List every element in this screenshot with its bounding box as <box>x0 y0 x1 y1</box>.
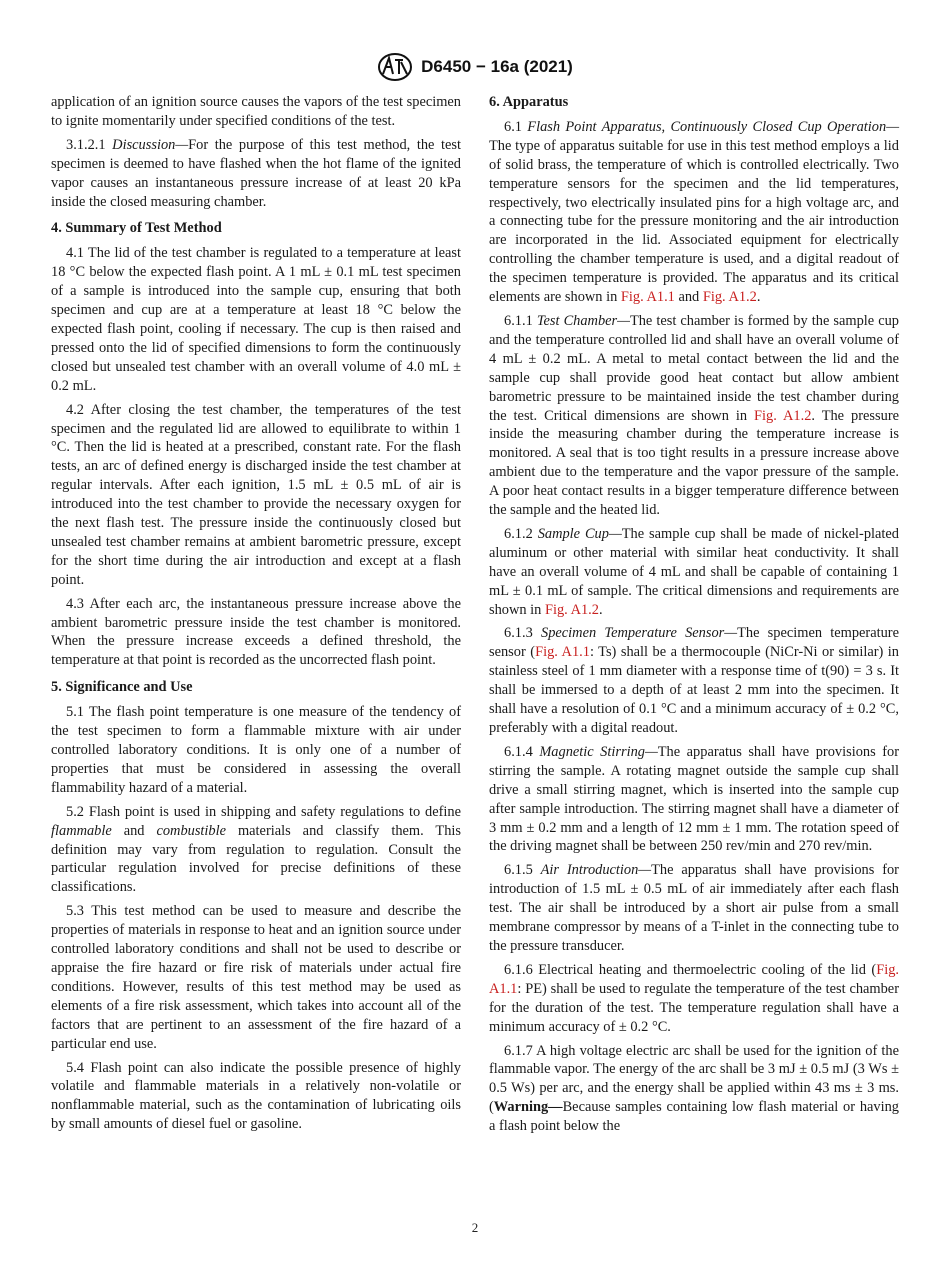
paragraph-definition-tail: application of an ignition source causes the vapors of the test specimen to ignite momentarily under specified conditions of the test. <box>51 94 461 129</box>
figure-link-a1-2[interactable]: Fig. A1.2 <box>754 407 812 424</box>
clause-text: The test chamber is formed by the sample cup and the temperature controlled lid and shall have an overall volume of 4 mL ± 0.2 mL. A metal to metal contact between the lid and the sample cup shall provide good heat contact but allow ambient barometric pressure to be maintained inside the test chamber during the test. Critical dimensions are shown in <box>489 312 899 424</box>
clause-text: . The pressure inside the measuring chamber during the temperature increase is monitored. A seal that is too tight results in a pressure increase above ambient due to the temperature and the vapor pressure of the sample. A poor heat contact results in a bigger temperature difference between the sample and the heated lid. <box>489 407 899 519</box>
clause-title: Discussion— <box>112 136 189 153</box>
clause-number: 6.1.2 <box>504 525 533 542</box>
clause-text: : Ts) shall be a thermocouple (NiCr-Ni or similar) in stainless steel of 1 mm diameter with a response time of t(90) = 3 s. It shall be immersed to a depth of at least 2 mm into the specimen. It shall have a resolution of 0.1 °C and a minimum accuracy of ± 0.2 °C, preferably with a digital readout. <box>489 644 899 736</box>
clause-title: Magnetic Stirring— <box>539 743 658 760</box>
astm-logo-icon <box>377 52 413 82</box>
emphasis-flammable: flammable <box>51 822 112 839</box>
clause-text: The type of apparatus suitable for use in this test method employs a lid of solid brass, the temperature of which is controlled electrically. Two temperature sensors for the specimen and the lid temperatures, respectively, two electrically insulated pins for a high voltage arc, and a connecting tube for the pressure monitoring and the air introduction are incorporated in the lid. Associated equipment for electrically controlling the chamber temperature is used, and a digital readout of the specimen temperature is provided. The apparatus and its critical elements are shown in <box>489 137 899 306</box>
text-run: and <box>111 822 157 839</box>
text-run: 5.2 Flash point is used in shipping and safety regulations to define <box>66 803 461 820</box>
left-column <box>51 93 461 1139</box>
clause-text: : PE) shall be used to regulate the temperature of the test chamber for the duration of the test. The temperature regulation shall have a minimum accuracy of ± 0.2 °C. <box>489 980 899 1035</box>
figure-link-a1-1[interactable]: Fig. A1.1 <box>489 961 899 997</box>
page-header <box>0 52 950 87</box>
clause-number: 6.1.4 <box>504 743 533 760</box>
paragraph-4-2: 4.2 After closing the test chamber, the temperatures of the test specimen and the regulated lid are allowed to equilibrate to within 1 °C. Then the lid is heated at a prescribed, constant rate. For the flash tests, an arc of defined energy is discharged inside the test chamber at regular intervals. After each ignition, 1.5 mL ± 0.5 mL of air is introduced into the test chamber to provide the necessary oxygen for the next flash test. The pressure inside the continuously closed but unsealed test chamber remains at ambient barometric pressure, except for the short time during the air introduction and except at a flash point. <box>51 401 461 588</box>
paragraph-6-1 <box>489 118 899 307</box>
figure-link-a1-1[interactable]: Fig. A1.1 <box>535 644 590 661</box>
text-run: . <box>598 601 603 618</box>
clause-text: The sample cup shall be made of nickel-plated aluminum or other material with similar heat conductivity. It shall have an overall volume of 4 mL and shall be capable of containing 1 mL ± 0.1 mL of sample. The critical dimensions and requirements are shown in <box>489 525 900 618</box>
paragraph-6-1-7 <box>489 1042 899 1137</box>
section-4-heading: 4. Summary of Test Method <box>51 220 222 237</box>
figure-link-a1-1[interactable]: Fig. A1.1 <box>620 289 675 306</box>
clause-title: Air Introduction— <box>540 862 652 879</box>
paragraph-6-1-3 <box>489 624 899 737</box>
clause-number: 3.1.2.1 <box>66 136 106 153</box>
page-number: 2 <box>471 1220 479 1235</box>
clause-text: The apparatus shall have provisions for introduction of 1.5 mL ± 0.5 mL of air immediately after each flash test. The air shall be introduced by a short air pulse from a small membrane compressor by means of a T-inlet in the connecting tube to the pressure transducer. <box>489 862 899 954</box>
paragraph-5-3: 5.3 This test method can be used to measure and describe the properties of materials in response to heat and an ignition source under controlled laboratory conditions and shall not be used to describe or appraise the fire hazard or fire risk of materials under actual fire conditions. However, results of this test method may be used as elements of a fire risk assessment, which takes into account all of the factors that are pertinent to an assessment of the fire hazard of a particular end use. <box>51 903 461 1052</box>
paragraph-5-4: 5.4 Flash point can also indicate the possible presence of highly volatile and flammable materials in a relatively non-volatile or nonflammable material, such as the contamination of lubricating oils by small amounts of diesel fuel or gasoline. <box>51 1059 461 1133</box>
right-column <box>489 93 899 1141</box>
clause-text: Because samples containing low flash material or having a flash point below the <box>489 1099 899 1135</box>
clause-text: For the purpose of this test method, the test specimen is deemed to have flashed when the hot flame of the ignited vapor causes an instantaneous pressure increase of at least 20 kPa inside the closed measuring chamber. <box>51 136 461 210</box>
clause-title: Sample Cup— <box>537 525 622 542</box>
text-run: . <box>756 289 761 306</box>
clause-text: 6.1.7 A high voltage electric arc shall be used for the ignition of the flammable vapor. The energy of the arc shall be 3 mJ ± 0.5 mJ (3 Ws ± 0.5 Ws) per arc, and the energy shall be applied within 43 ms ± 3 ms. ( <box>489 1042 899 1116</box>
paragraph-4-1: 4.1 The lid of the test chamber is regulated to a temperature at least 18 °C below the expected flash point. A 1 mL ± 0.1 mL test specimen of a sample is introduced into the sample cup, ensuring that both specimen and cup are at a temperature at least 18 °C below the expected flash point, cooling if necessary. The cup is then raised and pressed onto the lid of specified dimensions to form the continuously closed but unsealed test chamber with an overall volume of 4.0 mL ± 0.2 mL. <box>51 245 461 394</box>
figure-link-a1-2[interactable]: Fig. A1.2 <box>702 289 757 306</box>
clause-number: 6.1.5 <box>504 862 533 879</box>
clause-number: 6.1.3 <box>504 625 533 642</box>
clause-number: 6.1.1 <box>504 312 533 329</box>
clause-title: Specimen Temperature Sensor— <box>541 625 738 642</box>
paragraph-3-1-2-1 <box>51 136 461 212</box>
clause-text: The specimen temperature sensor ( <box>489 625 899 661</box>
emphasis-combustible: combustible <box>156 822 227 839</box>
clause-title: Test Chamber— <box>536 312 630 329</box>
section-6-heading: 6. Apparatus <box>489 94 569 110</box>
text-run: and <box>674 289 703 306</box>
clause-title: Flash Point Apparatus, Continuously Closed Cup Operation— <box>527 118 899 135</box>
paragraph-6-1-1 <box>489 312 899 520</box>
paragraph-5-2 <box>51 803 461 898</box>
clause-number: 6.1 <box>504 118 522 135</box>
text-run: materials and classify them. This definition may vary from regulation to regulation. Consult the particular regulation involved for precise definitions of these classifications. <box>51 822 461 896</box>
paragraph-6-1-6 <box>489 961 899 1037</box>
paragraph-5-1: 5.1 The flash point temperature is one measure of the tendency of the test specimen to form a flammable mixture with air under controlled laboratory conditions. It is only one of a number of properties that must be considered in assessing the overall flammability hazard of a material. <box>51 704 461 796</box>
figure-link-a1-2[interactable]: Fig. A1.2 <box>544 601 599 618</box>
paragraph-4-3: 4.3 After each arc, the instantaneous pressure increase above the ambient barometric pressure inside the test chamber is monitored. When the pressure increase exceeds a defined threshold, the temperature at that point is recorded as the uncorrected flash point. <box>51 595 461 669</box>
standard-designation: D6450 − 16a (2021) <box>421 57 573 76</box>
paragraph-6-1-2 <box>489 525 899 620</box>
paragraph-6-1-4 <box>489 743 899 856</box>
section-5-heading: 5. Significance and Use <box>51 679 193 696</box>
warning-label: Warning— <box>493 1099 563 1116</box>
clause-text: The apparatus shall have provisions for stirring the sample. A rotating magnet outside the sample cup shall drive a small stirring magnet, which is inserted into the sample cup after sample introduction. The stirring magnet shall have a diameter of 3 mm ± 0.2 mm and a length of 12 mm ± 1 mm. The rotation speed of the driving magnet shall be between 250 rev/min and 270 rev/min. <box>489 743 899 855</box>
clause-text: 6.1.6 Electrical heating and thermoelectric cooling of the lid ( <box>504 961 877 978</box>
paragraph-6-1-5 <box>489 861 899 956</box>
